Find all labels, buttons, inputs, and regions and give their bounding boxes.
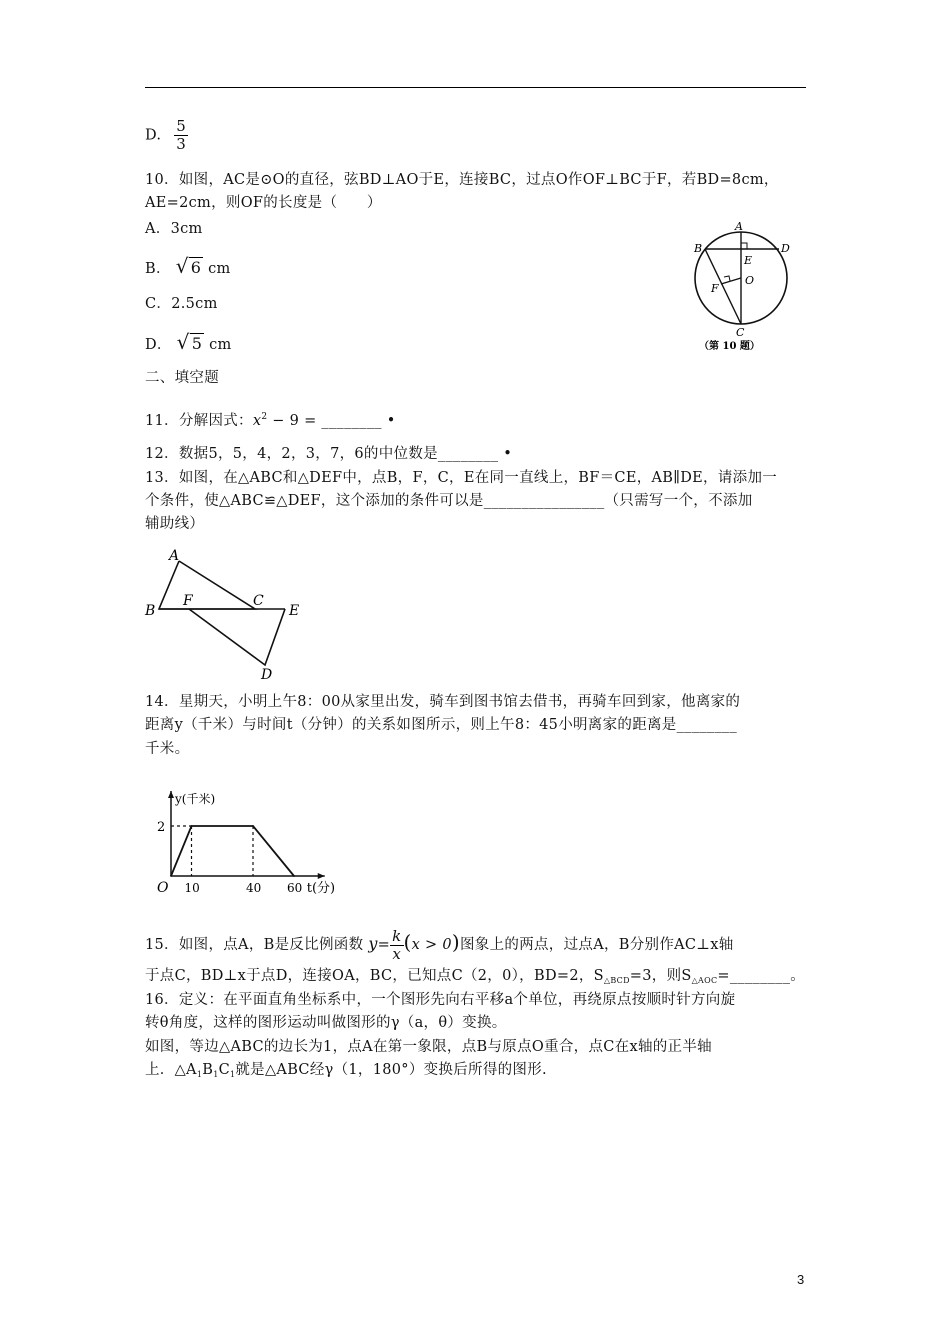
label-o: O bbox=[745, 274, 755, 287]
q16-line3: 如图，等边△ABC的边长为1，点A在第一象限，点B与原点O重合，点C在x轴的正半轴 bbox=[145, 1039, 712, 1055]
page-number: 3 bbox=[797, 1272, 805, 1287]
q10-line2: AE=2cm，则OF的长度是（ ） bbox=[145, 195, 382, 211]
label-d: D bbox=[261, 667, 273, 683]
triangle-abc bbox=[159, 561, 255, 609]
label-f: F bbox=[711, 282, 719, 295]
label-b: B bbox=[145, 603, 156, 619]
header-rule bbox=[145, 87, 806, 88]
x-tick-label: 40 bbox=[246, 881, 262, 895]
q14-line3: 千米。 bbox=[145, 741, 190, 757]
q12: 12．数据5，5，4，2，3，7，6的中位数是________ • bbox=[145, 446, 513, 462]
q11: 11．分解因式：$x^2 - 9$ = ________ • bbox=[145, 412, 396, 429]
fraction: $\frac{5}{3}$ bbox=[176, 117, 187, 153]
y-axis-label: y(千米) bbox=[175, 792, 216, 806]
label-c: C bbox=[736, 326, 745, 339]
data-point bbox=[170, 875, 172, 877]
triangle-def bbox=[189, 609, 285, 665]
label-d: D bbox=[781, 242, 790, 255]
right-angle-mark-f bbox=[724, 276, 730, 281]
q10-option-a: A．3cm bbox=[145, 221, 203, 237]
q10-line1: 10．如图，AC是⊙O的直径，弦BD⊥AO于E，连接BC，过点O作OF⊥BC于F，若BD=8cm， bbox=[145, 172, 779, 188]
q16-line4: 上．$\triangle A_1B_1C_1$就是△ABC经γ（1，180°）变换后所得的图形. bbox=[145, 1062, 547, 1079]
q13-line2: 个条件，使△ABC≌△DEF，这个添加的条件可以是________________（只需写一个，不添加 bbox=[145, 493, 753, 509]
label-c: C bbox=[253, 593, 264, 609]
x-tick-label: 60 bbox=[287, 881, 303, 895]
q13-line3: 辅助线） bbox=[145, 516, 205, 532]
fraction-k-over-x: $\frac{k}{x}$ bbox=[392, 926, 402, 963]
x-axis-label: t(分) bbox=[306, 881, 336, 896]
q13-line1: 13．如图，在△ABC和△DEF中，点B，F，C，E在同一直线上，BF＝CE，AB∥DE，请添加一 bbox=[145, 470, 778, 486]
y-axis-arrow bbox=[168, 791, 174, 798]
label-b: B bbox=[694, 242, 703, 255]
figure-caption: （第 10 题） bbox=[699, 341, 760, 352]
q16-line2: 转θ角度，这样的图形运动叫做图形的γ（a，θ）变换。 bbox=[145, 1015, 507, 1031]
q15-line2: 于点C，BD⊥x于点D，连接OA，BC，已知点C（2，0），BD=2，$S_{\triangle BCD}=3$，则$S_{\triangle AOC}=\_\_\_\_\_\_\_\_$。 bbox=[145, 968, 806, 985]
x-axis-arrow bbox=[318, 873, 325, 879]
label-a: A bbox=[169, 548, 180, 564]
q10-option-d: D． √ 5 cm bbox=[145, 330, 232, 354]
series-line bbox=[171, 826, 294, 876]
label-a: A bbox=[735, 220, 743, 233]
q9-option-d: D. $\frac{5}{3}$ bbox=[145, 117, 187, 153]
label-e: E bbox=[289, 603, 300, 619]
q14-line1: 14．星期天，小明上午8：00从家里出发，骑车到图书馆去借书，再骑车回到家，他离家的 bbox=[145, 694, 741, 710]
label-e: E bbox=[744, 254, 753, 267]
q15-line1: 15．如图，点A，B是反比例函数 y= $\frac{k}{x}$ (x > 0)图象上的两点，过点A，B分别作AC⊥x轴 bbox=[145, 926, 734, 963]
q16-line1: 16．定义：在平面直角坐标系中，一个图形先向右平移a个单位，再绕原点按顺时针方向旋 bbox=[145, 992, 736, 1008]
x-tick-label: 10 bbox=[184, 881, 200, 895]
data-point bbox=[191, 825, 193, 827]
q10-circle-figure bbox=[693, 218, 805, 352]
q14-distance-time-chart bbox=[143, 770, 358, 902]
q13-triangles-figure bbox=[143, 543, 313, 683]
q10-option-c: C．2.5cm bbox=[145, 296, 218, 312]
y-tick-label: 2 bbox=[157, 820, 166, 835]
right-angle-mark-e bbox=[741, 243, 747, 249]
q10-option-b: B． √ 6 cm bbox=[145, 254, 231, 278]
section-title: 二、填空题 bbox=[145, 370, 219, 386]
data-point bbox=[293, 875, 295, 877]
data-point bbox=[252, 825, 254, 827]
q14-line2: 距离y（千米）与时间t（分钟）的关系如图所示，则上午8：45小明离家的距离是________ bbox=[145, 717, 737, 733]
label-f: F bbox=[183, 593, 193, 609]
origin-label: O bbox=[157, 880, 169, 896]
segment-of bbox=[721, 278, 741, 284]
